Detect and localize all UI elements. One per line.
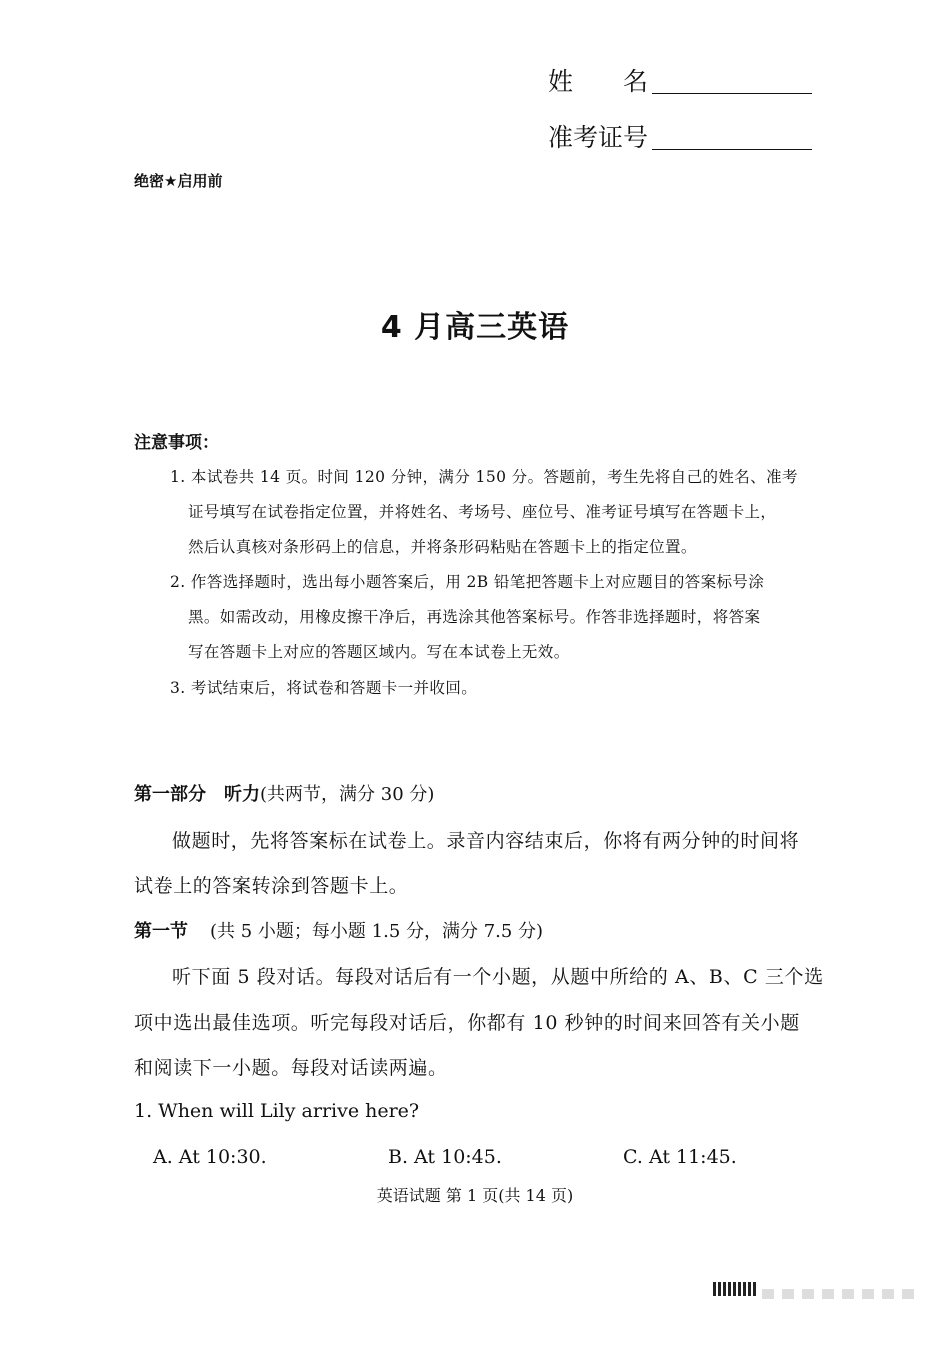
page-title: 4 月高三英语 — [380, 310, 570, 345]
question-1: 1. When will Lily arrive here? — [134, 1100, 420, 1122]
notice-line: 证号填写在试卷指定位置，并将姓名、考场号、座位号、准考证号填写在答题卡上， — [188, 503, 777, 521]
secret-label: 绝密★启用前 — [134, 172, 223, 190]
notice-line: 然后认真核对条形码上的信息，并将条形码粘贴在答题卡上的指定位置。 — [188, 538, 697, 556]
exam-id-blank — [652, 149, 812, 150]
notice-title: 注意事项： — [134, 433, 219, 453]
section1-intro-line: 项中选出最佳选项。听完每段对话后，你都有 10 秒钟的时间来回答有关小题 — [134, 1012, 800, 1034]
notice-line: 1. 本试卷共 14 页。时间 120 分钟，满分 150 分。答题前，考生先将自己的姓名、准考 — [170, 468, 798, 486]
option-c: C. At 11:45. — [623, 1146, 737, 1168]
section1-intro-line: 听下面 5 段对话。每段对话后有一个小题，从题中所给的 A、B、C 三个选 — [172, 966, 824, 988]
section1-title-sub: (共 5 小题；每小题 1.5 分，满分 7.5 分) — [210, 921, 544, 942]
option-b: B. At 10:45. — [388, 1146, 502, 1168]
exam-id-label: 准考证号 — [548, 123, 649, 152]
section1-title — [134, 917, 543, 943]
part1-title — [134, 780, 434, 806]
part1-title-sub: (共两节，满分 30 分) — [260, 784, 435, 805]
notice-line: 黑。如需改动，用橡皮擦干净后，再选涂其他答案标号。作答非选择题时，将答案 — [188, 608, 761, 626]
name-label: 姓 名 — [548, 67, 649, 96]
part1-intro-line: 试卷上的答案转涂到答题卡上。 — [134, 875, 409, 897]
option-a: A. At 10:30. — [153, 1146, 267, 1168]
qr-code-icon — [713, 1282, 757, 1296]
section1-title-main: 第一节 — [134, 921, 188, 942]
name-field — [548, 62, 812, 98]
notice-line: 3. 考试结束后，将试卷和答题卡一并收回。 — [170, 679, 478, 697]
exam-id-field — [548, 118, 812, 154]
notice-line: 写在答题卡上对应的答题区域内。写在本试卷上无效。 — [188, 643, 570, 661]
part1-intro-line: 做题时，先将答案标在试卷上。录音内容结束后，你将有两分钟的时间将 — [172, 830, 800, 852]
notice-line: 2. 作答选择题时，选出每小题答案后，用 2B 铅笔把答题卡上对应题目的答案标号涂 — [170, 573, 765, 591]
part1-title-main: 第一部分 听力 — [134, 784, 260, 805]
watermark-smudge — [762, 1289, 922, 1299]
page-footer: 英语试题 第 1 页(共 14 页) — [376, 1186, 574, 1205]
name-blank — [652, 93, 812, 94]
section1-intro-line: 和阅读下一小题。每段对话读两遍。 — [134, 1057, 448, 1079]
